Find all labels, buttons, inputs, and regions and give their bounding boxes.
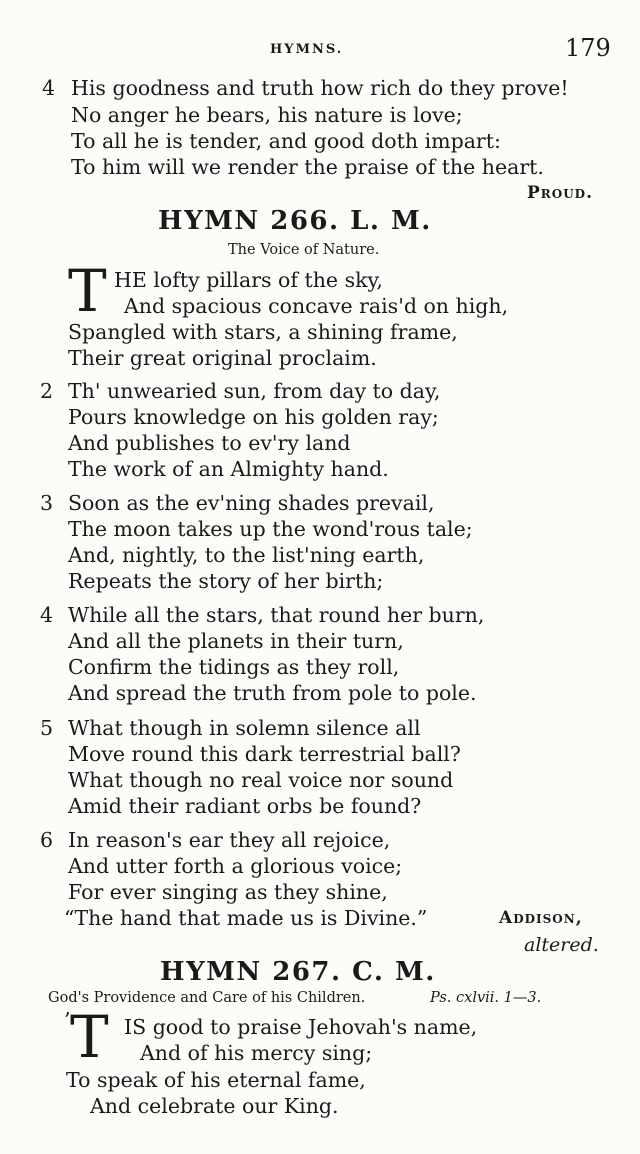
verse-line: [114, 268, 383, 292]
running-header: [0, 34, 640, 68]
verse-line: His goodness and truth how rich do they prove!: [71, 76, 569, 100]
drop-cap: T: [70, 1003, 109, 1071]
verse-line: Move round this dark terrestrial ball?: [68, 742, 461, 766]
running-title: HYMNS.: [270, 42, 344, 57]
verse-line: To him will we render the praise of the heart.: [71, 155, 544, 179]
stanza-number: 2: [40, 379, 54, 403]
stanza-number: 6: [40, 828, 54, 852]
verse-line: Confirm the tidings as they roll,: [68, 655, 400, 679]
verse-line: Pours knowledge on his golden ray;: [68, 405, 439, 429]
verse-line: And spread the truth from pole to pole.: [68, 681, 477, 705]
verse-line: Soon as the ev'ning shades prevail,: [68, 491, 435, 515]
scripture-reference: Ps. cxlvii. 1—3.: [430, 990, 542, 1006]
stanza-number: 4: [40, 603, 54, 627]
stanza-number: 3: [40, 491, 54, 515]
first-word-rest: IS: [124, 1015, 147, 1039]
verse-line: To all he is tender, and good doth impart:: [71, 129, 501, 153]
verse-line: And celebrate our King.: [90, 1094, 339, 1118]
hymn-subtitle: God's Providence and Care of his Children.: [48, 990, 366, 1006]
verse-line: What though no real voice nor sound: [68, 768, 454, 792]
verse-line: The work of an Almighty hand.: [68, 457, 389, 481]
verse-line: No anger he bears, his nature is love;: [71, 103, 463, 127]
drop-cap: T: [68, 257, 107, 325]
verse-line: While all the stars, that round her burn,: [68, 603, 485, 627]
stanza-number: 5: [40, 716, 54, 740]
author-note: altered.: [524, 934, 599, 956]
author-attribution: Proud.: [527, 183, 593, 203]
verse-line: Their great original proclaim.: [68, 346, 377, 370]
hymn-title: HYMN 266. L. M.: [158, 206, 432, 236]
verse-line: Amid their radiant orbs be found?: [68, 794, 422, 818]
first-line-text: good to praise Jehovah's name,: [152, 1015, 478, 1039]
page-number: 179: [565, 34, 611, 62]
verse-line: And of his mercy sing;: [140, 1041, 373, 1065]
verse-line: For ever singing as they shine,: [68, 880, 388, 904]
hymn-subtitle: The Voice of Nature.: [228, 242, 380, 258]
verse-line: Repeats the story of her birth;: [68, 569, 384, 593]
stanza-number: 4: [42, 76, 56, 100]
verse-line: What though in solemn silence all: [68, 716, 421, 740]
verse-line: And all the planets in their turn,: [68, 629, 404, 653]
verse-line: And spacious concave rais'd on high,: [124, 294, 509, 318]
verse-line: “The hand that made us is Divine.”: [64, 906, 428, 930]
verse-line: The moon takes up the wond'rous tale;: [68, 517, 473, 541]
verse-line: And, nightly, to the list'ning earth,: [68, 543, 425, 567]
verse-line: Th' unwearied sun, from day to day,: [68, 379, 441, 403]
hymn-title: HYMN 267. C. M.: [160, 957, 436, 987]
verse-line: Spangled with stars, a shining frame,: [68, 320, 458, 344]
first-word-rest: HE: [114, 268, 147, 292]
author-attribution: Addison,: [499, 908, 583, 928]
verse-line: In reason's ear they all rejoice,: [68, 828, 391, 852]
verse-line: To speak of his eternal fame,: [66, 1068, 366, 1092]
verse-line: And utter forth a glorious voice;: [68, 854, 403, 878]
apostrophe: ’: [64, 1008, 71, 1032]
first-line-text: lofty pillars of the sky,: [153, 268, 383, 292]
verse-line: And publishes to ev'ry land: [68, 431, 351, 455]
verse-line: [124, 1015, 477, 1039]
